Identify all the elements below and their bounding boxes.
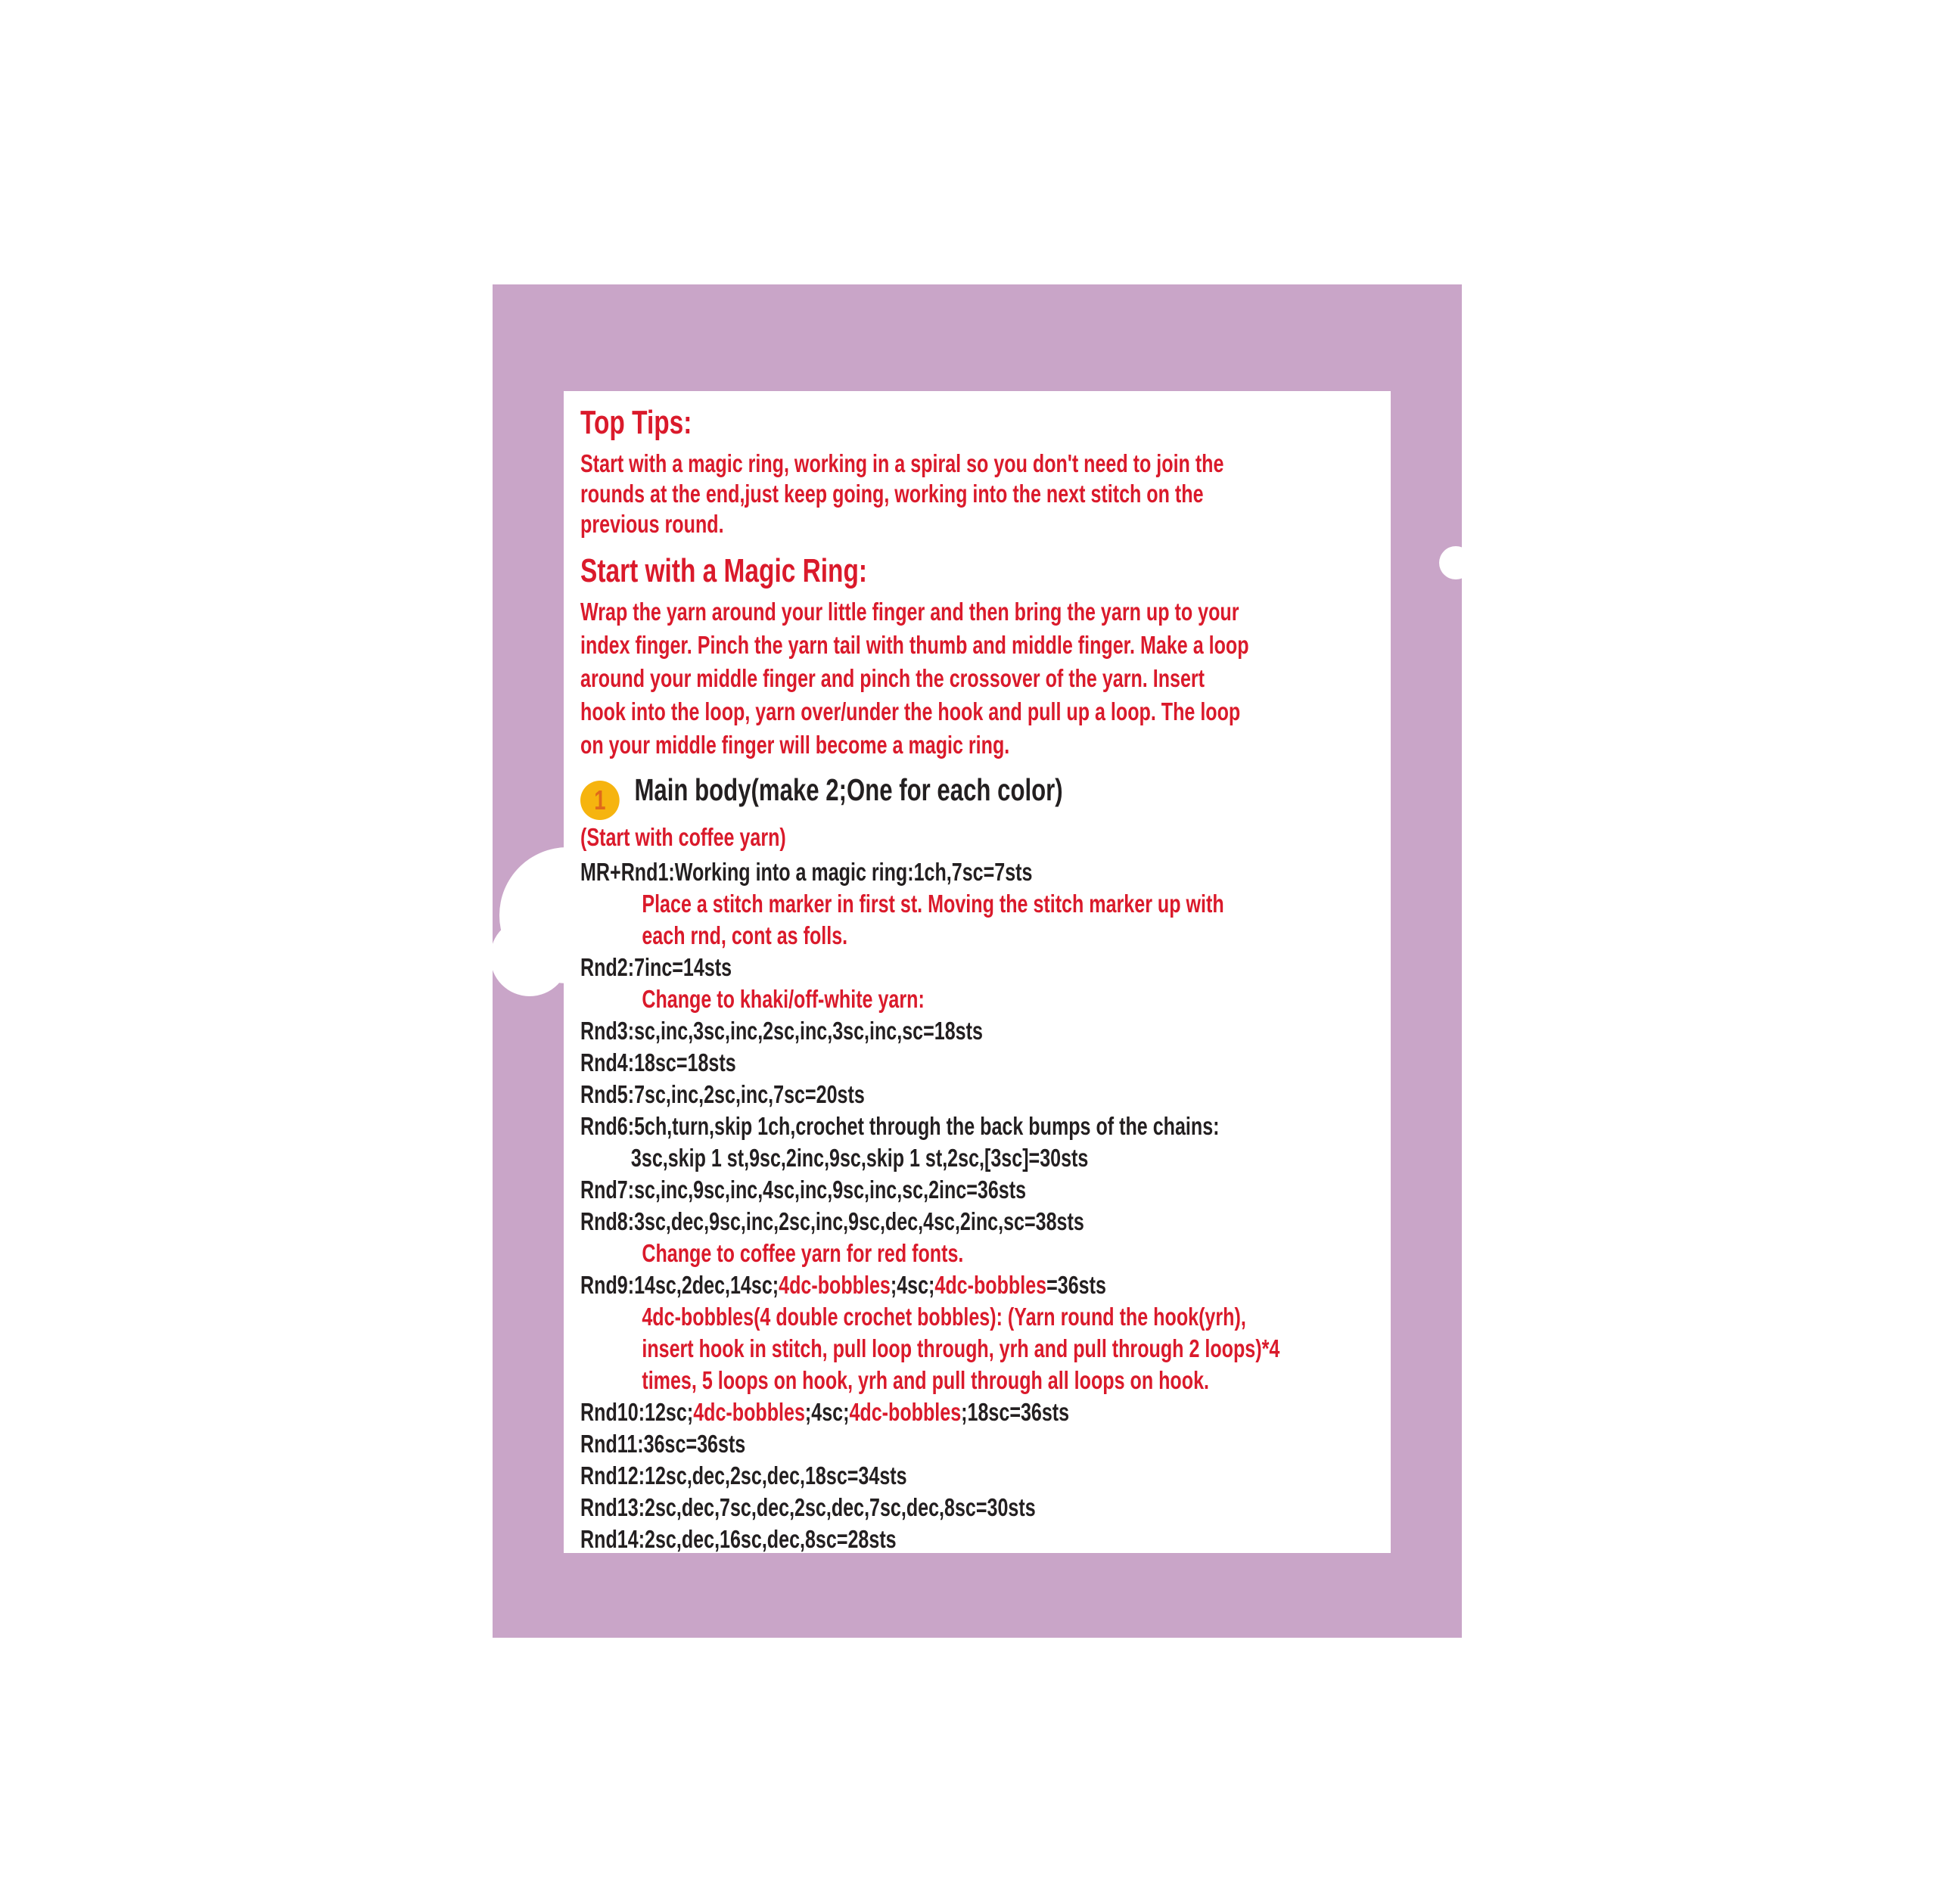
pattern-line	[580, 983, 1407, 1015]
pattern-line	[580, 1079, 1407, 1110]
paragraph-line: on your middle finger will become a magic ring.	[580, 731, 1010, 759]
pattern-segment-red: Place a stitch marker in first st. Moving the stitch marker up with	[642, 890, 1224, 918]
pattern-segment: Rnd14:2sc,dec,16sc,dec,8sc=28sts	[580, 1525, 897, 1553]
pattern-line	[580, 1301, 1407, 1333]
magic-ring-paragraph	[580, 595, 1407, 762]
pattern-line	[580, 952, 1407, 983]
pattern-line	[580, 1238, 1407, 1269]
paragraph-line: index finger. Pinch the yarn tail with thumb and middle finger. Make a loop	[580, 631, 1249, 659]
pattern-segment: Rnd2:7inc=14sts	[580, 953, 732, 981]
pattern-line	[580, 1428, 1407, 1460]
pattern-segment: Rnd13:2sc,dec,7sc,dec,2sc,dec,7sc,dec,8sc=30sts	[580, 1493, 1036, 1521]
paragraph-line: rounds at the end,just keep going, working into the next stitch on the	[580, 480, 1204, 508]
pattern-segment: MR+Rnd1:Working into a magic ring:1ch,7sc=7sts	[580, 858, 1033, 886]
pattern-line	[580, 888, 1407, 920]
main-body-heading-row	[580, 771, 1407, 820]
pattern-segment-red: Change to coffee yarn for red fonts.	[642, 1239, 964, 1267]
content-text-block	[564, 391, 1407, 1555]
content-panel	[564, 391, 1391, 1553]
pattern-line	[580, 1492, 1407, 1524]
pattern-segment: Rnd4:18sc=18sts	[580, 1048, 736, 1076]
right-edge-circle-cutout-icon	[1439, 546, 1472, 579]
paragraph-line: Start with a magic ring, working in a spiral so you don't need to join the	[580, 449, 1224, 477]
pattern-segment-red: 4dc-bobbles	[779, 1271, 891, 1299]
footer-page-number: 05	[1444, 1863, 1488, 1903]
main-body-subheading: (Start with coffee yarn)	[580, 823, 786, 851]
paragraph-line: around your middle finger and pinch the crossover of the yarn. Insert	[580, 664, 1205, 692]
pattern-segment-red: 4dc-bobbles	[934, 1271, 1047, 1299]
pattern-segment: Rnd8:3sc,dec,9sc,inc,2sc,inc,9sc,dec,4sc,2inc,sc=38sts	[580, 1207, 1084, 1235]
pattern-segment-red: Change to khaki/off-white yarn:	[642, 985, 925, 1013]
pattern-segment: Rnd9:14sc,2dec,14sc;	[580, 1271, 779, 1299]
top-tips-paragraph	[580, 449, 1407, 539]
pattern-instructions-list	[580, 856, 1407, 1555]
pattern-line	[580, 1110, 1407, 1142]
pattern-segment: ;18sc=36sts	[961, 1398, 1070, 1426]
top-tips-heading: Top Tips:	[580, 404, 692, 441]
pattern-segment: =36sts	[1046, 1271, 1106, 1299]
magic-ring-heading: Start with a Magic Ring:	[580, 552, 868, 589]
step-number-badge-icon	[580, 781, 620, 820]
pattern-line	[580, 1365, 1407, 1396]
pattern-line	[580, 1269, 1407, 1301]
pattern-line	[580, 1015, 1407, 1047]
pattern-line	[580, 920, 1407, 952]
pattern-line	[580, 1333, 1407, 1365]
pattern-segment: Rnd7:sc,inc,9sc,inc,4sc,inc,9sc,inc,sc,2inc=36sts	[580, 1176, 1027, 1204]
pattern-segment: 3sc,skip 1 st,9sc,2inc,9sc,skip 1 st,2sc,[3sc]=30sts	[630, 1144, 1089, 1172]
paragraph-line: hook into the loop, yarn over/under the hook and pull up a loop. The loop	[580, 697, 1241, 725]
pattern-segment: ;4sc;	[804, 1398, 850, 1426]
pattern-line	[580, 1460, 1407, 1492]
pattern-line	[580, 1047, 1407, 1079]
pattern-segment-red: 4dc-bobbles	[693, 1398, 805, 1426]
footer-rule-right	[1553, 1881, 1830, 1884]
pattern-segment-red: insert hook in stitch, pull loop through, yrh and pull through 2 loops)*4	[642, 1334, 1280, 1362]
pattern-line	[580, 1524, 1407, 1555]
pattern-segment: ;4sc;	[890, 1271, 935, 1299]
pattern-segment: Rnd11:36sc=36sts	[580, 1430, 746, 1458]
pattern-line	[580, 1396, 1407, 1428]
pattern-line	[580, 856, 1407, 888]
pattern-segment: Rnd6:5ch,turn,skip 1ch,crochet through the back bumps of the chains:	[580, 1112, 1220, 1140]
pattern-segment-red: 4dc-bobbles	[849, 1398, 962, 1426]
pattern-line	[580, 1174, 1407, 1206]
pattern-segment: Rnd3:sc,inc,3sc,inc,2sc,inc,3sc,inc,sc=18sts	[580, 1017, 983, 1045]
main-body-heading: Main body(make 2;One for each color)	[634, 772, 1063, 807]
pattern-segment: Rnd10:12sc;	[580, 1398, 694, 1426]
pattern-segment-red: times, 5 loops on hook, yrh and pull through all loops on hook.	[642, 1366, 1209, 1394]
footer-rule-left	[1111, 1881, 1387, 1884]
pattern-page-card	[493, 284, 1488, 1903]
pattern-segment-red: each rnd, cont as folls.	[642, 921, 848, 949]
pattern-segment: Rnd5:7sc,inc,2sc,inc,7sc=20sts	[580, 1080, 865, 1108]
pattern-line	[580, 1142, 1407, 1174]
paragraph-line: previous round.	[580, 510, 724, 538]
left-edge-cloud-cutout-icon	[490, 918, 569, 996]
step-number: 1	[594, 784, 606, 815]
pattern-line	[580, 1206, 1407, 1238]
paragraph-line: Wrap the yarn around your little finger and then bring the yarn up to your	[580, 598, 1239, 626]
pattern-segment-red: 4dc-bobbles(4 double crochet bobbles): (Yarn round the hook(yrh),	[642, 1303, 1246, 1331]
pattern-segment: Rnd12:12sc,dec,2sc,dec,18sc=34sts	[580, 1461, 907, 1489]
